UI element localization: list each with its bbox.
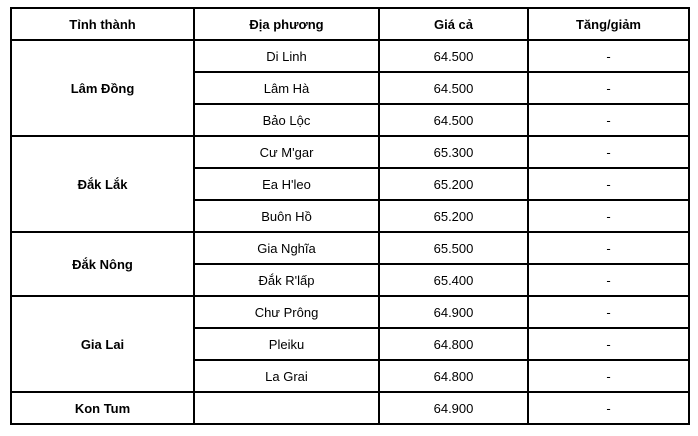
change-cell: - (528, 200, 689, 232)
price-cell: 64.900 (379, 392, 528, 424)
price-cell: 64.800 (379, 328, 528, 360)
header-province: Tỉnh thành (11, 8, 194, 40)
locality-cell: Pleiku (194, 328, 379, 360)
locality-cell: Cư M'gar (194, 136, 379, 168)
price-cell: 65.200 (379, 200, 528, 232)
price-cell: 64.500 (379, 72, 528, 104)
change-cell: - (528, 264, 689, 296)
locality-cell: Bảo Lộc (194, 104, 379, 136)
change-cell: - (528, 360, 689, 392)
change-cell: - (528, 328, 689, 360)
locality-cell: Di Linh (194, 40, 379, 72)
table-row (11, 296, 689, 328)
change-cell: - (528, 296, 689, 328)
locality-cell: Đắk R'lấp (194, 264, 379, 296)
change-cell: - (528, 40, 689, 72)
locality-cell: Buôn Hồ (194, 200, 379, 232)
locality-cell: Gia Nghĩa (194, 232, 379, 264)
price-cell: 65.400 (379, 264, 528, 296)
locality-cell: Chư Prông (194, 296, 379, 328)
locality-cell (194, 392, 379, 424)
province-cell: Kon Tum (11, 392, 194, 424)
header-row (11, 8, 689, 40)
header-price: Giá cả (379, 8, 528, 40)
table-row (11, 136, 689, 168)
price-cell: 64.500 (379, 104, 528, 136)
change-cell: - (528, 232, 689, 264)
table-row (11, 40, 689, 72)
price-cell: 65.300 (379, 136, 528, 168)
change-cell: - (528, 392, 689, 424)
change-cell: - (528, 136, 689, 168)
table-row (11, 232, 689, 264)
locality-cell: Lâm Hà (194, 72, 379, 104)
header-change: Tăng/giảm (528, 8, 689, 40)
price-cell: 65.200 (379, 168, 528, 200)
locality-cell: La Grai (194, 360, 379, 392)
change-cell: - (528, 104, 689, 136)
table-row (11, 392, 689, 424)
change-cell: - (528, 72, 689, 104)
province-cell: Lâm Đồng (11, 40, 194, 136)
province-cell: Gia Lai (11, 296, 194, 392)
price-cell: 65.500 (379, 232, 528, 264)
price-cell: 64.800 (379, 360, 528, 392)
price-table (10, 7, 690, 425)
price-cell: 64.900 (379, 296, 528, 328)
price-cell: 64.500 (379, 40, 528, 72)
locality-cell: Ea H'leo (194, 168, 379, 200)
province-cell: Đắk Nông (11, 232, 194, 296)
change-cell: - (528, 168, 689, 200)
header-locality: Địa phương (194, 8, 379, 40)
province-cell: Đắk Lắk (11, 136, 194, 232)
